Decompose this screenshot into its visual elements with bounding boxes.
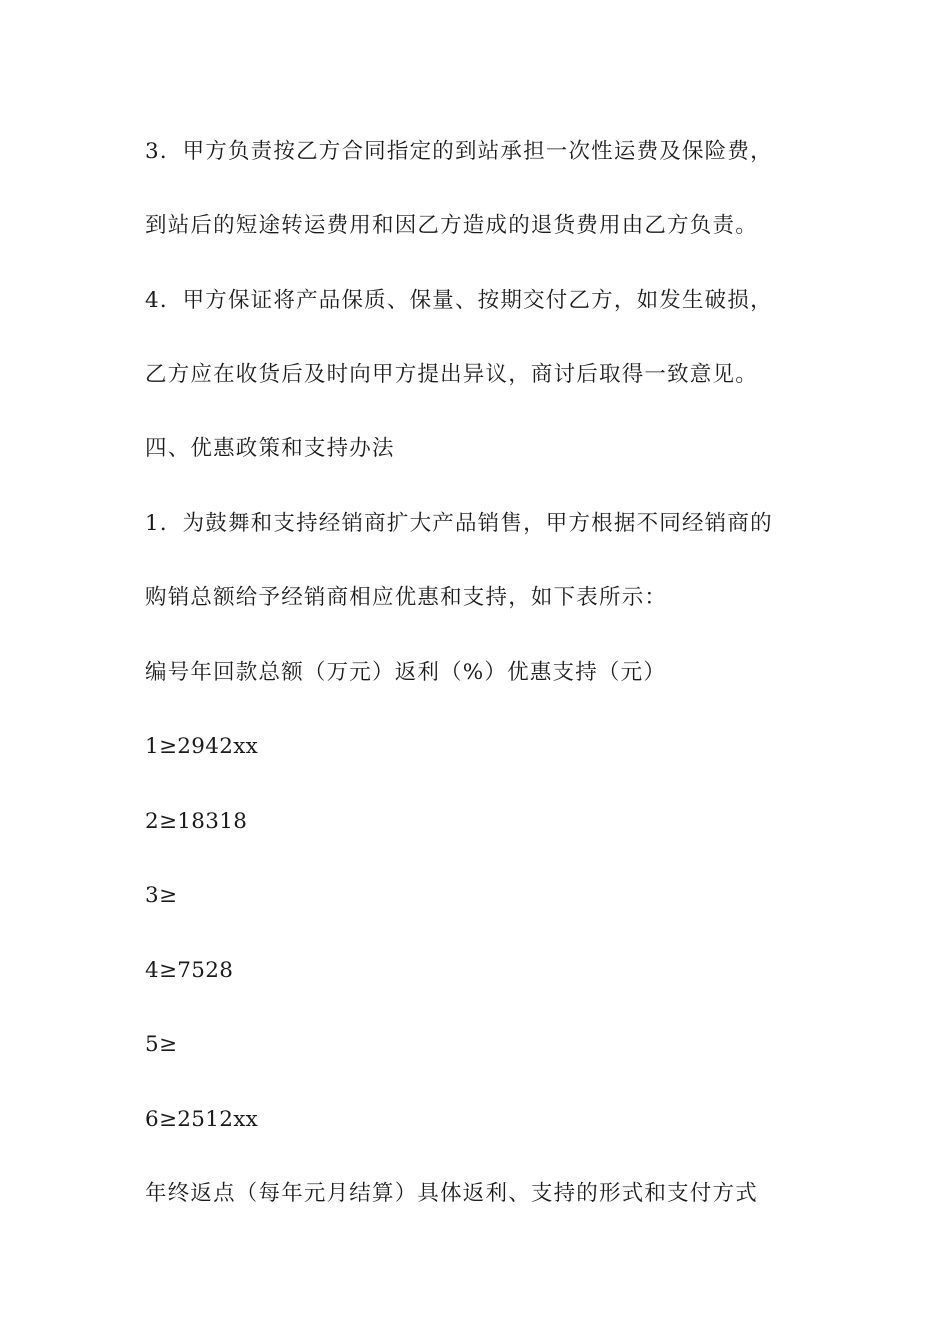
table-header-line: 编号年回款总额（万元）返利（%）优惠支持（元） bbox=[145, 660, 667, 685]
table-row: 2≥18318 bbox=[145, 809, 248, 834]
table-row: 4≥7528 bbox=[145, 958, 234, 983]
table-row: 3≥ bbox=[145, 883, 178, 908]
clause-1-line-1: 1．为鼓舞和支持经销商扩大产品销售，甲方根据不同经销商的 bbox=[145, 511, 773, 536]
clause-1-line-2: 购销总额给予经销商相应优惠和支持，如下表所示： bbox=[145, 585, 668, 610]
table-row: 5≥ bbox=[145, 1032, 178, 1057]
rebate-note-line: 年终返点（每年元月结算）具体返利、支持的形式和支付方式 bbox=[145, 1181, 758, 1206]
table-row: 1≥2942xx bbox=[145, 734, 259, 759]
clause-3-line-1: 3．甲方负责按乙方合同指定的到站承担一次性运费及保险费， bbox=[145, 139, 773, 164]
clause-3-line-2: 到站后的短途转运费用和因乙方造成的退货费用由乙方负责。 bbox=[145, 213, 758, 238]
table-row: 6≥2512xx bbox=[145, 1107, 259, 1132]
clause-4-line-1: 4．甲方保证将产品保质、保量、按期交付乙方，如发生破损， bbox=[145, 288, 773, 313]
clause-4-line-2: 乙方应在收货后及时向甲方提出异议，商讨后取得一致意见。 bbox=[145, 362, 758, 387]
section-heading: 四、优惠政策和支持办法 bbox=[145, 436, 395, 461]
